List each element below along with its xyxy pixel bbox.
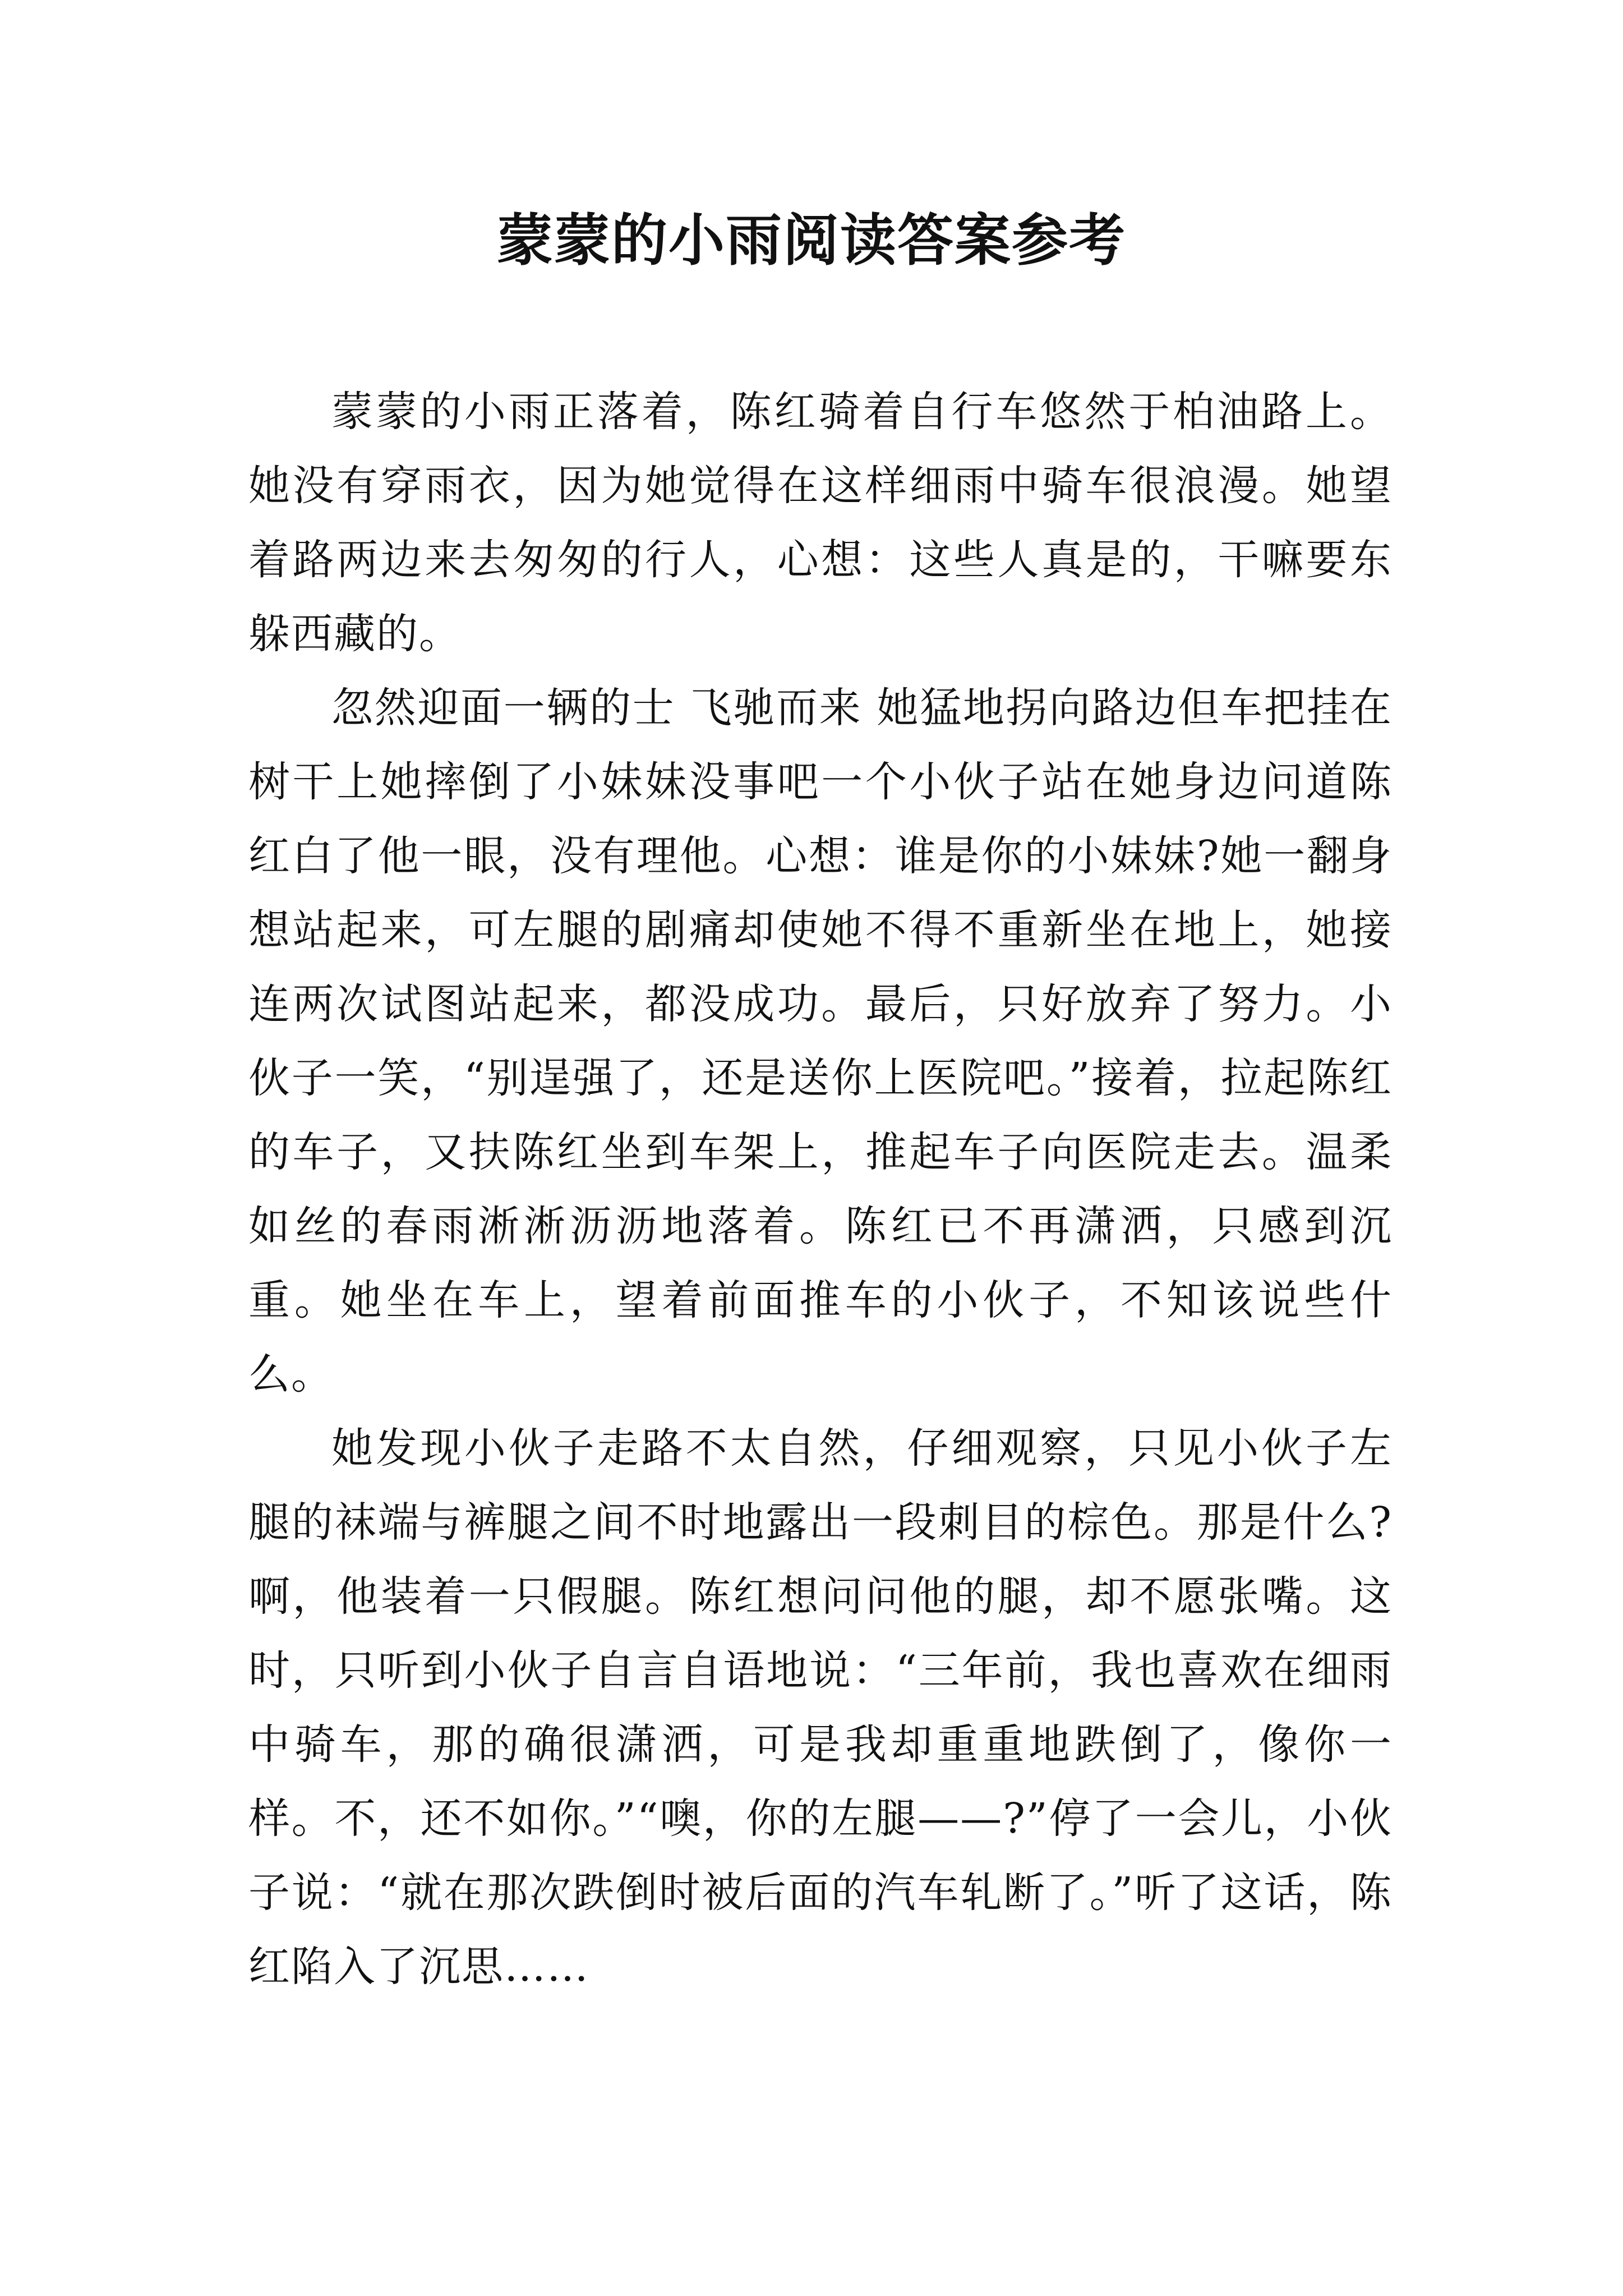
- paragraph-2: 忽然迎面一辆的士 飞驰而来 她猛地拐向路边但车把挂在树干上她摔倒了小妹妹没事吧一个小伙子站在她身边问道陈红白了他一眼，没有理他。心想：谁是你的小妹妹?她一翻身想站起来，可左腿的剧痛却使她不得不重新坐在地上，她接连两次试图站起来，都没成功。最后，只好放弃了努力。小伙子一笑，“别逞强了，还是送你上医院吧。”接着，拉起陈红的车子，又扶陈红坐到车架上，推起车子向医院走去。温柔如丝的春雨淅淅沥沥地落着。陈红已不再潇洒，只感到沉重。她坐在车上，望着前面推车的小伙子，不知该说些什么。: [248, 684, 1393, 1398]
- paragraph-3: 她发现小伙子走路不太自然，仔细观察，只见小伙子左腿的袜端与裤腿之间不时地露出一段刺目的棕色。那是什么?啊，他装着一只假腿。陈红想问问他的腿，却不愿张嘴。这时，只听到小伙子自言自语地说：“三年前，我也喜欢在细雨中骑车，那的确很潇洒，可是我却重重地跌倒了，像你一样。不，还不如你。”“噢，你的左腿——?”停了一会儿，小伙子说：“就在那次跌倒时被后面的汽车轧断了。”听了这话，陈红陷入了沉思……: [248, 1424, 1393, 1991]
- article-body: [248, 375, 1393, 2004]
- paragraph-1: 蒙蒙的小雨正落着，陈红骑着自行车悠然于柏油路上。她没有穿雨衣，因为她觉得在这样细雨中骑车很浪漫。她望着路两边来去匆匆的行人，心想：这些人真是的，干嘛要东躲西藏的。: [248, 388, 1393, 658]
- document-title: 蒙蒙的小雨阅读答案参考: [497, 207, 1126, 273]
